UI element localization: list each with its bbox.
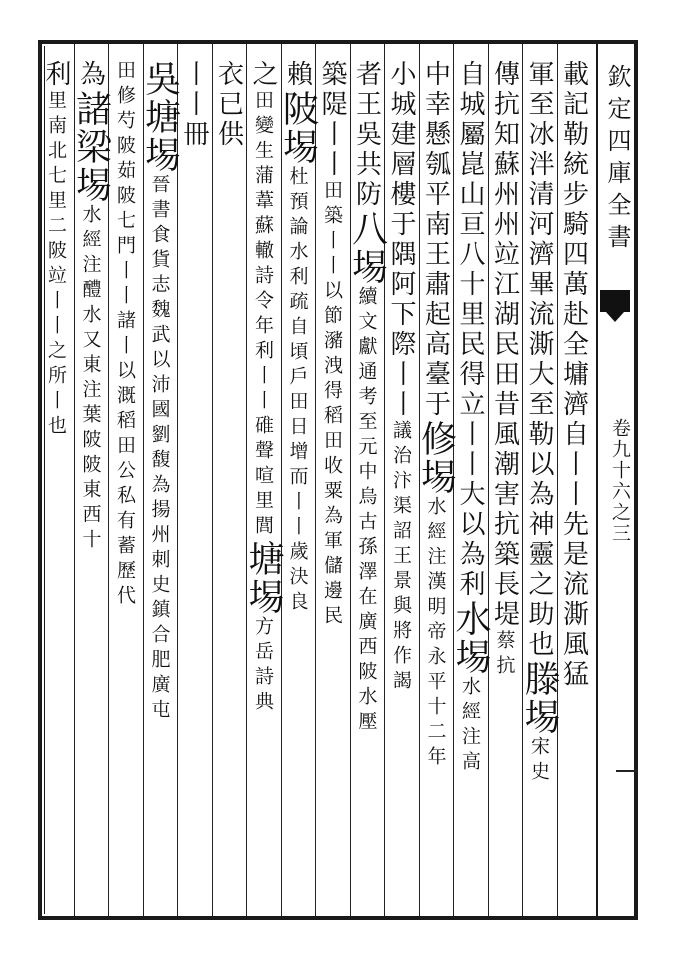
text-column <box>415 60 457 771</box>
annotation-text: 議治汴渠詔王景與將作謁 <box>390 420 412 695</box>
entry-heading: 八埸 <box>346 210 388 286</box>
annotation-text: 杜預論水利疏自頃戶田日增而丨丨歲決良 <box>286 166 309 616</box>
text-column <box>316 60 348 630</box>
text-column <box>385 60 417 695</box>
entry-heading: 吳塘埸 <box>139 60 181 174</box>
text-column <box>519 60 560 786</box>
column-rule <box>212 44 213 916</box>
body-text: 丨丨冊 <box>179 60 209 150</box>
text-column <box>346 60 388 736</box>
text-column <box>139 60 181 724</box>
text-column <box>277 60 319 616</box>
column-rule <box>177 44 178 916</box>
annotation-text: 田變生蒲葦蘇轍詩令年利丨丨碓聲喧里閭 <box>252 90 274 540</box>
text-column <box>178 60 210 150</box>
body-text: 小城建層樓于隅阿下際丨丨 <box>386 60 416 420</box>
book-title: 欽定四庫全書 <box>603 64 631 256</box>
text-column <box>40 60 72 440</box>
body-text: 傳抗知蘇州州竝江湖民田昔風潮害抗築長堤 <box>489 60 520 630</box>
entry-heading: 諸梁埸 <box>70 90 112 204</box>
body-text: 者王吳共防 <box>351 60 382 210</box>
text-column <box>450 60 491 776</box>
annotation-text: 田築丨丨以節瀦洩得稻田收粟為軍儲邊民 <box>321 180 343 630</box>
entry-heading: 修埸 <box>415 420 457 496</box>
annotation-text: 水經注漢明帝永平十二年 <box>424 496 447 771</box>
body-text: 衣已供 <box>213 60 244 150</box>
annotation-text: 水經注醴水又東注葉陂陂東西十 <box>79 204 102 554</box>
margin-tick <box>616 770 638 772</box>
entry-heading: 陂埸 <box>277 90 319 166</box>
annotation-text: 田修芍陂茹陂七門丨丨諸丨以溉稻田公私有蓄歷代 <box>114 60 136 610</box>
annotation-text: 水經注高 <box>459 676 481 776</box>
volume-label: 卷九十六之三 <box>609 418 631 544</box>
text-column <box>243 60 284 716</box>
body-text: 載記勒統步騎四萬赴全墉濟自丨丨先是流澌風猛 <box>558 60 589 690</box>
entry-heading: 塘埸 <box>243 540 284 616</box>
text-column <box>489 60 521 680</box>
body-text: 為 <box>75 60 106 90</box>
body-text: 之 <box>248 60 278 90</box>
fish-tail-mark <box>600 290 630 312</box>
annotation-text: 晉書食貨志魏武以沛國劉馥為揚州刺史鎮合肥廣屯 <box>148 174 171 724</box>
body-text: 利 <box>41 60 71 90</box>
entry-heading: 滕埸 <box>519 660 560 736</box>
entry-heading: 水埸 <box>450 600 491 676</box>
body-text: 軍至冰泮清河濟畢流澌大至勒以為神靈之助也 <box>524 60 554 660</box>
body-text: 自城屬崑山亘八十里民得立丨丨大以為利 <box>455 60 485 600</box>
text-column <box>70 60 112 554</box>
text-column <box>109 60 141 610</box>
annotation-text: 蔡抗 <box>493 630 516 680</box>
text-column <box>213 60 245 150</box>
body-text: 賴 <box>282 60 313 90</box>
annotation-text: 續文獻通考至元中烏古孫澤在廣西陂水壓 <box>355 286 378 736</box>
body-text: 中幸懸瓠平南王肅起高臺于 <box>420 60 451 420</box>
annotation-text: 里南北七里二陂竝丨丨之所丨也 <box>45 90 67 440</box>
body-text: 築隄丨丨 <box>317 60 347 180</box>
text-column <box>558 60 590 690</box>
annotation-text: 方岳詩典 <box>252 616 274 716</box>
annotation-text: 宋史 <box>528 736 550 786</box>
